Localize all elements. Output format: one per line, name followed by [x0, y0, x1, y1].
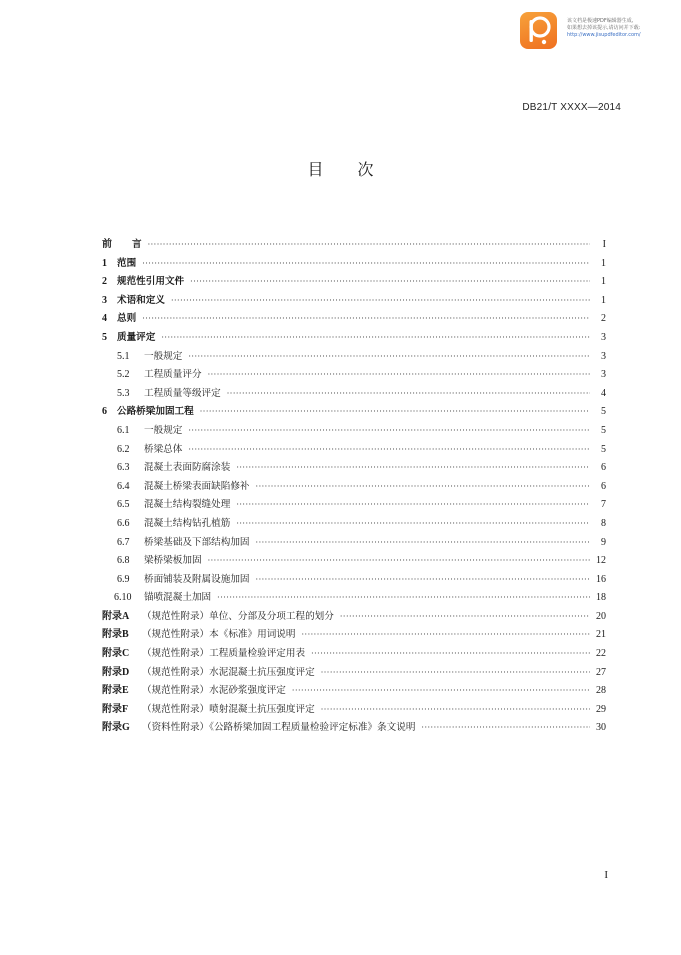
toc-entry-page: 1 [601, 257, 606, 269]
toc-entry-label: 工程质量等级评定 [144, 387, 221, 399]
watermark-line-1: 该文档是极速PDF编辑器生成, [567, 18, 634, 24]
table-of-contents [102, 236, 606, 738]
toc-entry-label: 桥面铺装及附属设施加固 [144, 573, 250, 585]
toc-entry[interactable] [102, 719, 606, 738]
toc-entry[interactable] [102, 236, 606, 255]
toc-entry[interactable] [102, 552, 606, 571]
toc-entry-number: 6.4 [117, 480, 130, 492]
toc-leader-dots [161, 329, 590, 348]
toc-entry-label: （规范性附录）工程质量检验评定用表 [142, 648, 306, 660]
toc-entry[interactable] [102, 255, 606, 274]
toc-entry-page: 6 [601, 480, 606, 492]
toc-leader-dots [200, 403, 590, 422]
toc-entry-number: 5.1 [117, 350, 130, 362]
toc-entry[interactable] [102, 478, 606, 497]
toc-entry-page: 8 [601, 517, 606, 529]
toc-entry-label: （规范性附录）喷射混凝土抗压强度评定 [142, 703, 315, 715]
toc-entry[interactable] [102, 571, 606, 590]
toc-entry[interactable] [102, 645, 606, 664]
watermark-text [567, 18, 675, 39]
toc-entry-number: 6.1 [117, 424, 130, 436]
toc-entry-page: 9 [601, 536, 606, 548]
toc-entry[interactable] [102, 608, 606, 627]
toc-entry[interactable] [102, 273, 606, 292]
toc-entry[interactable] [102, 534, 606, 553]
toc-entry-label: 总则 [117, 313, 137, 325]
toc-entry-number: 附录G [102, 722, 130, 734]
toc-entry[interactable] [102, 385, 606, 404]
toc-leader-dots [217, 589, 590, 608]
toc-entry-page: 5 [601, 406, 606, 418]
toc-leader-dots [142, 255, 590, 274]
toc-entry[interactable] [102, 348, 606, 367]
toc-entry-page: 6 [601, 462, 606, 474]
toc-entry-label: 工程质量评分 [144, 369, 202, 381]
toc-entry-number: 1 [102, 257, 107, 269]
toc-entry[interactable] [102, 441, 606, 460]
toc-entry-number: 6.10 [114, 592, 132, 604]
toc-entry-number: 6 [102, 406, 107, 418]
toc-entry-page: 20 [596, 610, 606, 622]
toc-entry[interactable] [102, 329, 606, 348]
watermark-line-2: 如果想去掉该提示,请访问并下载: [567, 25, 641, 31]
toc-entry-page: 28 [596, 685, 606, 697]
toc-entry-label: 质量评定 [117, 331, 156, 343]
toc-entry[interactable] [102, 292, 606, 311]
toc-entry-label: 桥梁总体 [144, 443, 183, 455]
toc-entry-page: 18 [596, 592, 606, 604]
toc-entry[interactable] [102, 664, 606, 683]
toc-entry[interactable] [102, 626, 606, 645]
toc-entry-page: 5 [601, 443, 606, 455]
toc-entry-number: 6.3 [117, 462, 130, 474]
toc-entry-label: （规范性附录）本《标准》用词说明 [142, 629, 296, 641]
toc-entry-page: 4 [601, 387, 606, 399]
toc-entry-page: 12 [596, 555, 606, 567]
toc-entry-label: 锚喷混凝土加固 [144, 592, 212, 604]
toc-entry-number: 前 [102, 239, 112, 250]
toc-entry-page: I [602, 239, 606, 250]
watermark-link[interactable]: http://www.jisupdfeditor.com/ [567, 32, 641, 38]
toc-leader-dots [256, 534, 590, 553]
toc-entry-number: 6.7 [117, 536, 130, 548]
toc-entry-number: 附录F [102, 703, 129, 715]
toc-entry-label: （规范性附录）单位、分部及分项工程的划分 [142, 610, 334, 622]
toc-entry[interactable] [102, 515, 606, 534]
toc-entry[interactable] [102, 366, 606, 385]
toc-leader-dots [171, 292, 590, 311]
toc-entry-label: 混凝土结构钻孔植筋 [144, 517, 231, 529]
toc-entry-page: 3 [601, 331, 606, 343]
toc-leader-dots [256, 571, 590, 590]
toc-entry-page: 3 [601, 369, 606, 381]
toc-entry-label: 桥梁基础及下部结构加固 [144, 536, 250, 548]
toc-entry[interactable] [102, 701, 606, 720]
toc-entry-number: 6.8 [117, 555, 130, 567]
toc-entry[interactable] [102, 496, 606, 515]
toc-entry-label: 范围 [117, 257, 137, 269]
toc-entry-page: 16 [596, 573, 606, 585]
toc-entry-number: 附录C [102, 648, 130, 660]
toc-entry-number: 5 [102, 331, 107, 343]
toc-leader-dots [340, 608, 590, 627]
pdf-editor-logo-icon [520, 12, 557, 49]
toc-entry-page: 3 [601, 350, 606, 362]
toc-leader-dots [227, 385, 590, 404]
toc-entry[interactable] [102, 589, 606, 608]
toc-entry-label: （资料性附录）《公路桥梁加固工程质量检验评定标准》条文说明 [142, 722, 416, 734]
document-number: DB21/T XXXX—2014 [522, 102, 621, 113]
toc-entry-number: 6.5 [117, 499, 130, 511]
toc-entry-label: 公路桥梁加固工程 [117, 406, 194, 418]
toc-leader-dots [302, 626, 591, 645]
toc-entry-number: 附录B [102, 629, 129, 641]
toc-entry-number: 2 [102, 276, 107, 288]
toc-entry-page: 7 [601, 499, 606, 511]
toc-entry-label: 混凝土桥梁表面缺陷修补 [144, 480, 250, 492]
toc-entry-number: 6.6 [117, 517, 130, 529]
toc-leader-dots [208, 552, 590, 571]
toc-entry-label: 混凝土表面防腐涂装 [144, 462, 231, 474]
toc-entry[interactable] [102, 682, 606, 701]
toc-leader-dots [236, 496, 590, 515]
toc-entry-page: 30 [596, 722, 606, 734]
toc-entry-number: 附录A [102, 610, 130, 622]
toc-entry-label: 混凝土结构裂缝处理 [144, 499, 231, 511]
toc-entry-page: 1 [601, 276, 606, 288]
toc-leader-dots [321, 664, 590, 683]
toc-entry-number: 5.3 [117, 387, 130, 399]
toc-entry-number: 3 [102, 294, 107, 306]
toc-leader-dots [311, 645, 590, 664]
toc-entry-page: 21 [596, 629, 606, 641]
page-number: I [604, 869, 608, 881]
toc-leader-dots [256, 478, 590, 497]
toc-entry-label: 一般规定 [144, 424, 183, 436]
toc-entry-number: 附录E [102, 685, 129, 697]
toc-entry-label: （规范性附录）水泥混凝土抗压强度评定 [142, 666, 315, 678]
toc-leader-dots [421, 719, 590, 738]
toc-entry-label: 术语和定义 [117, 294, 165, 306]
toc-entry-page: 5 [601, 424, 606, 436]
toc-leader-dots [321, 701, 590, 720]
toc-entry-label: 一般规定 [144, 350, 183, 362]
toc-entry[interactable] [102, 403, 606, 422]
toc-entry-number: 6.9 [117, 573, 130, 585]
toc-leader-dots [148, 236, 590, 255]
toc-leader-dots [188, 348, 590, 367]
toc-entry-number: 4 [102, 313, 107, 325]
toc-leader-dots [236, 459, 590, 478]
toc-leader-dots [188, 422, 590, 441]
toc-leader-dots [190, 273, 590, 292]
toc-entry-page: 29 [596, 703, 606, 715]
page-title: 目次 [307, 160, 408, 179]
toc-leader-dots [142, 310, 590, 329]
toc-entry-label: 梁桥梁板加固 [144, 555, 202, 567]
toc-entry[interactable] [102, 459, 606, 478]
toc-entry-number: 附录D [102, 666, 130, 678]
toc-entry-number: 5.2 [117, 369, 130, 381]
pdf-editor-watermark [520, 12, 675, 50]
toc-leader-dots [188, 441, 590, 460]
toc-leader-dots [236, 515, 590, 534]
toc-entry-number: 6.2 [117, 443, 130, 455]
toc-leader-dots [292, 682, 590, 701]
toc-entry-label: （规范性附录）水泥砂浆强度评定 [142, 685, 286, 697]
toc-entry-page: 2 [601, 313, 606, 325]
toc-entry-page: 22 [596, 648, 606, 660]
toc-leader-dots [208, 366, 590, 385]
toc-entry-label: 规范性引用文件 [117, 276, 185, 288]
toc-entry-page: 27 [596, 666, 606, 678]
toc-entry[interactable] [102, 422, 606, 441]
toc-entry-label: 言 [132, 239, 142, 250]
toc-entry-page: 1 [601, 294, 606, 306]
toc-entry[interactable] [102, 310, 606, 329]
